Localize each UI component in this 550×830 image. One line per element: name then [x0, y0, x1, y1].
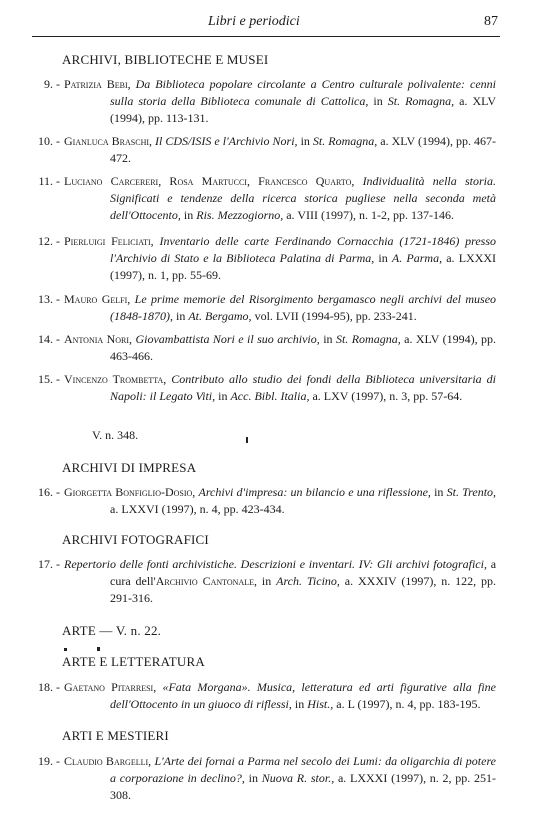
entry-number: 18. - [38, 680, 60, 694]
entry-author: Pierluigi Feliciati, [64, 234, 154, 248]
section-heading: ARCHIVI FOTOGRAFICI [62, 532, 209, 547]
bibliography-entry [20, 484, 496, 518]
entry-author: Archivio Cantonale, [155, 574, 257, 588]
entry-author: Patrizia Bebi, [64, 77, 131, 91]
entry-number: 13. - [38, 292, 60, 306]
entry-number: 15. - [38, 372, 60, 386]
entry-in: in [300, 134, 310, 148]
entry-in: in [323, 332, 333, 346]
entry-details: a. XLV (1994), pp. 463-466. [110, 332, 497, 363]
entry-in: in [176, 309, 186, 323]
entry-journal: St. Trento, [446, 485, 497, 499]
entry-details: a. VIII (1997), n. 1-2, pp. 137-146. [286, 208, 454, 222]
entry-number: 17. - [38, 557, 60, 571]
print-speck [64, 648, 67, 651]
bibliography-entry [20, 133, 496, 167]
entry-details: a. L (1997), n. 4, pp. 183-195. [336, 697, 481, 711]
entry-number: 14. - [38, 332, 60, 346]
bibliography-entry [20, 679, 496, 713]
entry-in: in [261, 574, 272, 588]
entry-title: Il CDS/ISIS e l'Archivio Nori, [155, 134, 298, 148]
entry-author: Giorgetta Bonfiglio-Dosio, [64, 485, 196, 499]
entry-number: 10. - [38, 134, 60, 148]
entry-journal: A. Parma, [391, 251, 443, 265]
entry-title: Individualità nella storia. Significati e tendenze della ricerca storica pugliese nella seconda metà dell'Ottocento, [110, 174, 496, 222]
cross-reference: V. n. 348. [92, 428, 139, 442]
bibliography-entry [20, 753, 496, 804]
bibliography-entry [20, 556, 496, 607]
entry-details: vol. LVII (1994-95), pp. 233-241. [254, 309, 417, 323]
print-speck [246, 437, 248, 443]
entry-details: a. LXV (1997), n. 3, pp. 57-64. [312, 389, 463, 403]
section-heading: ARTI E MESTIERI [62, 728, 169, 743]
entry-journal: St. Romagna, [335, 332, 401, 346]
entry-title: Da Biblioteca popolare circolante a Centro culturale polivalente: cenni sulla storia della Biblioteca comunale di Cattolica, [110, 77, 497, 108]
entry-number: 12. - [38, 234, 60, 248]
section-heading: ARTE E LETTERATURA [62, 654, 205, 669]
entry-details: a. LXXVI (1997), n. 4, pp. 423-434. [110, 502, 285, 516]
entry-title: Inventario delle carte Ferdinando Cornacchia (1721-1846) presso l'Archivio di Stato e la Biblioteca Palatina di Parma, [110, 234, 497, 265]
entry-title: Repertorio delle fonti archivistiche. Descrizioni e inventari. IV: Gli archivi fotografici, [64, 557, 487, 571]
entry-title: Contributo allo studio dei fondi della Biblioteca universitaria di Napoli: il Legato Viti, [110, 372, 497, 403]
entry-journal: Arch. Ticino, [276, 574, 340, 588]
entry-journal: Acc. Bibl. Italia, [230, 389, 310, 403]
entry-author: Gianluca Braschi, [64, 134, 153, 148]
section-heading: ARCHIVI, BIBLIOTECHE E MUSEI [62, 52, 269, 67]
entry-details: a. LXXXI (1997), n. 2, pp. 251-308. [110, 771, 497, 802]
entry-journal: At. Bergamo, [188, 309, 252, 323]
bibliography-entry [20, 371, 496, 405]
entry-details: a. XLV (1994), pp. 113-131. [110, 94, 497, 125]
entry-title: Le prime memorie del Risorgimento bergamasco negli archivi del museo (1848-1870), [110, 292, 497, 323]
page-header [32, 14, 500, 37]
entry-author: Luciano Carcereri, Rosa Martucci, Francesco Quarto, [64, 174, 355, 188]
bibliography-entry [20, 76, 496, 127]
entry-number: 11. - [38, 174, 60, 188]
entry-in: in [378, 251, 388, 265]
entry-author: Antonia Nori, [64, 332, 133, 346]
entry-journal: St. Romagna, [387, 94, 455, 108]
entry-details: a. XLV (1994), pp. 467-472. [110, 134, 496, 165]
entry-journal: Ris. Mezzogiorno, [196, 208, 284, 222]
section-heading: ARTE — V. n. 22. [62, 623, 162, 638]
bibliography-entry [20, 331, 496, 365]
page-number: 87 [484, 14, 498, 29]
entry-number: 9. - [44, 77, 60, 91]
bibliography-entry [20, 233, 496, 284]
entry-details: a. LXXXI (1997), n. 1, pp. 55-69. [110, 251, 497, 282]
entry-editor-note: a cura dell' [110, 557, 497, 588]
entry-title: L'Arte dei fornai a Parma nel secolo dei Lumi: da oligarchia di potere a corporazione in declino?, [110, 754, 497, 785]
entry-author: Gaetano Pitarresi, [64, 680, 157, 694]
entry-author: Vincenzo Trombetta, [64, 372, 167, 386]
entry-in: in [294, 697, 305, 711]
entry-journal: Nuova R. stor., [261, 771, 335, 785]
entry-journal: St. Romagna, [312, 134, 378, 148]
entry-title: Archivi d'impresa: un bilancio e una riflessione, [198, 485, 431, 499]
entry-title: «Fata Morgana». Musica, letteratura ed arti figurative alla fine dell'Ottocento in un giuoco di riflessi, [110, 680, 497, 711]
section-heading: ARCHIVI DI IMPRESA [62, 460, 197, 475]
entry-in: in [434, 485, 444, 499]
entry-number: 16. - [38, 485, 60, 499]
entry-number: 19. - [38, 754, 60, 768]
entry-author: Mauro Gelfi, [64, 292, 131, 306]
entry-in: in [373, 94, 383, 108]
entry-journal: Hist., [307, 697, 334, 711]
print-speck [97, 647, 100, 651]
entry-details: a. XXXIV (1997), n. 122, pp. 291-316. [110, 574, 497, 605]
entry-title: Giovambattista Nori e il suo archivio, [135, 332, 320, 346]
bibliography-entry [20, 291, 496, 325]
bibliography-entry [20, 173, 496, 224]
running-title: Libri e periodici [208, 14, 300, 29]
entry-in: in [248, 771, 258, 785]
entry-in: in [218, 389, 228, 403]
entry-in: in [183, 208, 194, 222]
entry-author: Claudio Bargelli, [64, 754, 152, 768]
